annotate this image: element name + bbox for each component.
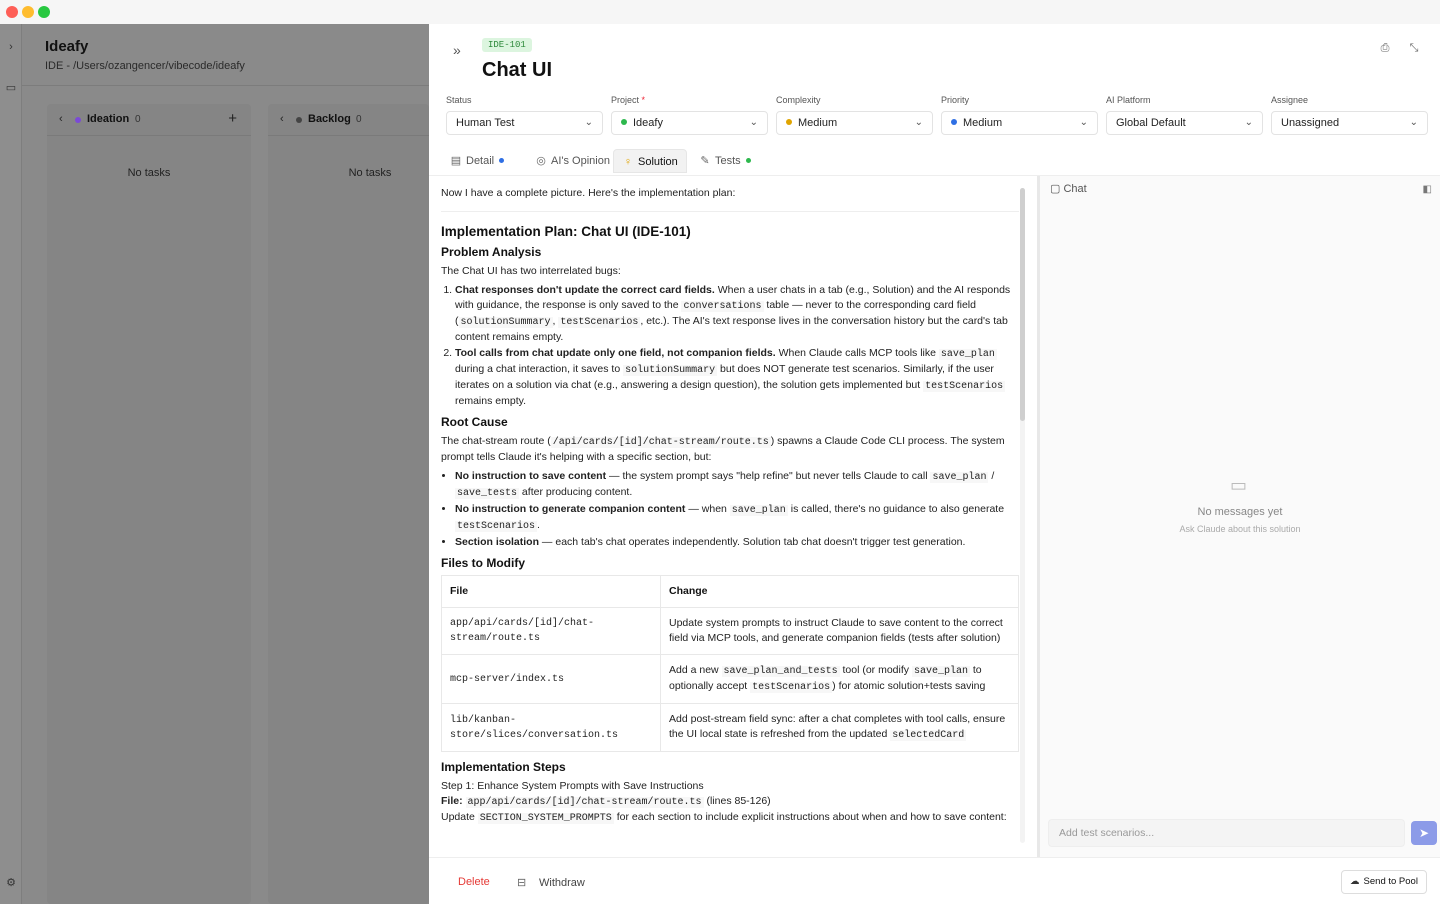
column-backlog [268,104,429,904]
item-text: is called, there's no guidance to also generate [787,503,1005,515]
folder-icon[interactable]: ▭ [5,82,17,94]
required-marker: * [641,95,646,105]
item-text: Add a new [669,664,722,676]
file-cell: lib/kanban-store/slices/conversation.ts [442,704,661,752]
file-cell: mcp-server/index.ts [442,655,661,704]
tab-solution[interactable] [613,149,687,173]
file-icon: ▤ [450,155,462,167]
change-cell [661,655,1019,704]
status-select[interactable] [446,111,603,135]
card-fields [446,95,1431,135]
status-field [446,95,603,135]
priority-select[interactable] [941,111,1098,135]
inline-code: testScenarios [752,682,831,693]
withdraw-button[interactable] [517,876,585,889]
board-path: IDE - /Users/ozangencer/vibecode/ideafy [45,60,245,72]
item-text: ) spawns a Claude Code CLI process. The system prompt tells Claude it's helping with a specific section, but: [441,435,1005,463]
scrollbar-thumb[interactable] [1020,188,1025,421]
item-text: during a chat interaction, it saves to [455,363,624,375]
column-ideation [47,104,251,904]
inline-code: testScenarios [457,521,536,532]
item-text: ) for atomic solution+tests saving [832,680,986,692]
problem-intro: The Chat UI has two interrelated bugs: [441,265,621,277]
chat-bubble-icon: ▢ [1050,183,1061,195]
steps-heading: Implementation Steps [441,760,566,774]
table-row [442,655,1019,704]
item-text: Update [441,811,478,823]
tab-dot [746,158,751,163]
gear-icon[interactable]: ⚙ [6,877,16,889]
item-text: / [988,470,995,482]
chat-empty-subtext: Ask Claude about this solution [1179,524,1301,534]
item-bold: No instruction to save content [455,470,607,482]
item-text: — each tab's chat operates independently. Solution tab chat doesn't trigger test generation. [539,536,966,548]
card-title[interactable]: Chat UI [482,59,552,81]
item-bold: Chat responses don't update the correct card fields. [455,284,715,296]
problem-list [441,283,1019,409]
solution-markdown [441,186,1019,826]
panel-footer [429,857,1440,904]
inline-code: testScenarios [925,381,1004,392]
column-name: Ideation [87,113,130,125]
pencil-icon: ✎ [700,155,710,167]
item-text: remains empty. [455,395,526,407]
problem-heading: Problem Analysis [441,245,542,259]
inline-code: solutionSummary [625,365,716,376]
table-header: Change [661,576,1019,608]
tab-tests[interactable] [691,149,759,173]
item-text: — when [685,503,730,515]
inline-code: save_plan [731,505,786,516]
files-table [441,575,1019,752]
chat-title: Chat [1063,183,1087,195]
step-text [441,810,1019,826]
select-value: Ideafy [633,117,663,129]
tab-label: Detail [466,155,495,167]
step-file [441,794,1019,810]
cloud-upload-icon: ☁ [1350,876,1360,887]
root-cause-list [441,469,1019,550]
column-color-dot [296,117,302,123]
item-text: (lines 85-126) [703,795,771,807]
column-empty-text: No tasks [348,167,392,179]
item-text: The chat-stream route ( [441,435,551,447]
select-value: Medium [963,117,1003,129]
field-label: Complexity [776,95,821,105]
field-label: AI Platform [1106,95,1151,105]
select-value: Medium [798,117,838,129]
item-bold: No instruction to generate companion content [455,503,686,515]
item-text: Add post-stream field sync: after a chat completes with tool calls, ensure the UI local state is refreshed from the updated [669,713,1006,740]
inline-code: save_plan [932,472,987,483]
column-name: Backlog [308,113,351,125]
project-field [611,95,768,135]
field-label: Status [446,95,472,105]
inline-code: save_plan [940,349,995,360]
table-header-row [442,576,1019,608]
chevron-down-icon: ⌄ [1409,117,1418,128]
list-item [455,346,1019,409]
item-text: tool (or modify [839,664,912,676]
assignee-select[interactable] [1271,111,1428,135]
inline-code: conversations [683,301,762,312]
card-id-badge: IDE-101 [482,38,532,52]
files-heading: Files to Modify [441,556,525,570]
status-dot [621,119,627,125]
inline-code: app/api/cards/[id]/chat-stream/route.ts [467,797,702,808]
file-cell: app/api/cards/[id]/chat-stream/route.ts [442,608,661,655]
chevron-down-icon: ⌄ [1244,117,1253,128]
add-task-icon[interactable]: + [228,110,237,127]
board-header [22,24,429,86]
board-title: Ideafy [45,38,89,55]
ai-platform-field [1106,95,1263,135]
zoom-window-button[interactable] [38,6,50,18]
assignee-field [1271,95,1428,135]
chat-input[interactable]: Add test scenarios... [1048,819,1405,847]
brain-icon: ◎ [536,155,546,167]
column-header [47,104,251,136]
tab-label: Solution [638,156,678,168]
chevron-down-icon: ⌄ [914,117,923,128]
inline-code: save_plan [913,666,968,677]
solution-content[interactable] [429,176,1029,846]
chevron-left-icon[interactable]: ‹ [280,113,284,125]
card-detail-panel [429,24,1440,904]
export-document-icon[interactable]: ⎙ [1380,42,1390,54]
tab-label: Tests [715,155,741,167]
toggle-sidebar-icon[interactable]: ◧ [1422,184,1432,195]
chevron-down-icon: ⌄ [749,117,758,128]
withdraw-label: Withdraw [539,877,585,889]
status-dot [786,119,792,125]
window-titlebar [0,0,1440,24]
table-header: File [442,576,661,608]
item-bold: Section isolation [455,536,540,548]
complexity-select[interactable] [776,111,933,135]
list-item [455,283,1019,345]
ai-platform-select[interactable] [1106,111,1263,135]
root-cause-heading: Root Cause [441,415,508,429]
list-item [455,502,1019,534]
item-bold: File: [441,795,463,807]
column-count: 0 [135,114,141,125]
chat-header [1050,182,1087,195]
field-label [611,95,768,109]
list-item [455,469,1019,501]
chevron-down-icon: ⌄ [584,117,593,128]
chevron-right-icon[interactable]: › [9,41,13,53]
table-row [442,704,1019,752]
tab-ai-opinion[interactable] [527,149,618,173]
archive-icon: ⊟ [517,877,527,889]
step-title: Step 1: Enhance System Prompts with Save Instructions [441,780,704,792]
inline-code: SECTION_SYSTEM_PROMPTS [479,813,612,824]
project-select[interactable] [611,111,768,135]
column-empty-text: No tasks [127,167,171,179]
complexity-field [776,95,933,135]
item-text: , [552,315,559,327]
send-to-pool-button[interactable] [1341,870,1427,894]
chat-panel [1037,176,1440,857]
change-cell: Update system prompts to instruct Claude to save content to the correct field via MCP tools, and generate companion fields (tests after solution) [661,608,1019,655]
select-value: Global Default [1116,117,1186,129]
status-dot [951,119,957,125]
chat-bubble-icon: ▭ [1230,475,1248,495]
intro-text: Now I have a complete picture. Here's the implementation plan: [441,186,1019,212]
item-text: When a user chats in a tab (e.g., Solution) and the AI responds with guidance, the response is only saved to the [455,284,1011,311]
minimize-icon[interactable]: ⤡ [1409,42,1419,54]
inline-code: save_plan_and_tests [723,666,838,677]
tab-detail[interactable] [442,149,512,173]
lightbulb-icon: ♀ [623,156,633,168]
kanban-board [22,24,429,904]
minimize-window-button[interactable] [22,6,34,18]
column-color-dot [75,117,81,123]
item-text: — the system prompt says "help refine" but never tells Claude to call [606,470,931,482]
inline-code: /api/cards/[id]/chat-stream/route.ts [552,437,769,448]
table-row [442,608,1019,655]
card-tabs [439,146,1039,174]
send-icon: ➤ [1418,826,1430,840]
chevron-down-icon: ⌄ [1079,117,1088,128]
send-message-button[interactable] [1411,821,1437,845]
field-label: Assignee [1271,95,1309,105]
delete-button[interactable]: Delete [458,876,490,888]
item-text: but does NOT generate test scenarios. Similarly, if the user iterates on a solution via chat (e.g., answering a design question), the solution gets implemented but [455,363,994,391]
plan-heading: Implementation Plan: Chat UI (IDE-101) [441,224,691,239]
field-label: Priority [941,95,970,105]
tab-label: AI's Opinion [551,155,610,167]
inline-code: selectedCard [892,730,965,741]
inline-code: testScenarios [560,317,639,328]
tab-dot [499,158,504,163]
left-rail [0,24,22,904]
inline-code: solutionSummary [460,317,551,328]
item-text: . [537,519,540,531]
select-value: Unassigned [1281,117,1340,129]
collapse-panel-icon[interactable]: » [453,42,461,58]
chat-empty-text: No messages yet [1197,506,1283,518]
item-text: , etc.). The AI's text response lives in the conversation history but the card's tab content remains empty. [455,315,1008,343]
item-text: table — never to the corresponding card field ( [455,299,976,327]
change-cell [661,704,1019,752]
column-header [268,104,429,136]
chevron-left-icon[interactable]: ‹ [59,113,63,125]
item-bold: Tool calls from chat update only one field, not companion fields. [455,347,776,359]
inline-code: save_tests [457,488,518,499]
item-text: When Claude calls MCP tools like [775,347,939,359]
select-value: Human Test [456,117,515,129]
send-to-pool-label: Send to Pool [1363,876,1418,887]
field-label-text: Project [611,95,640,105]
item-text: to optionally accept [669,664,982,692]
priority-field [941,95,1098,135]
item-text: after producing content. [519,486,633,498]
column-count: 0 [356,114,362,125]
close-window-button[interactable] [6,6,18,18]
list-item [455,535,1019,550]
root-cause-text [441,434,1019,465]
item-text: for each section to include explicit instructions about when and how to save content: [613,811,1007,823]
